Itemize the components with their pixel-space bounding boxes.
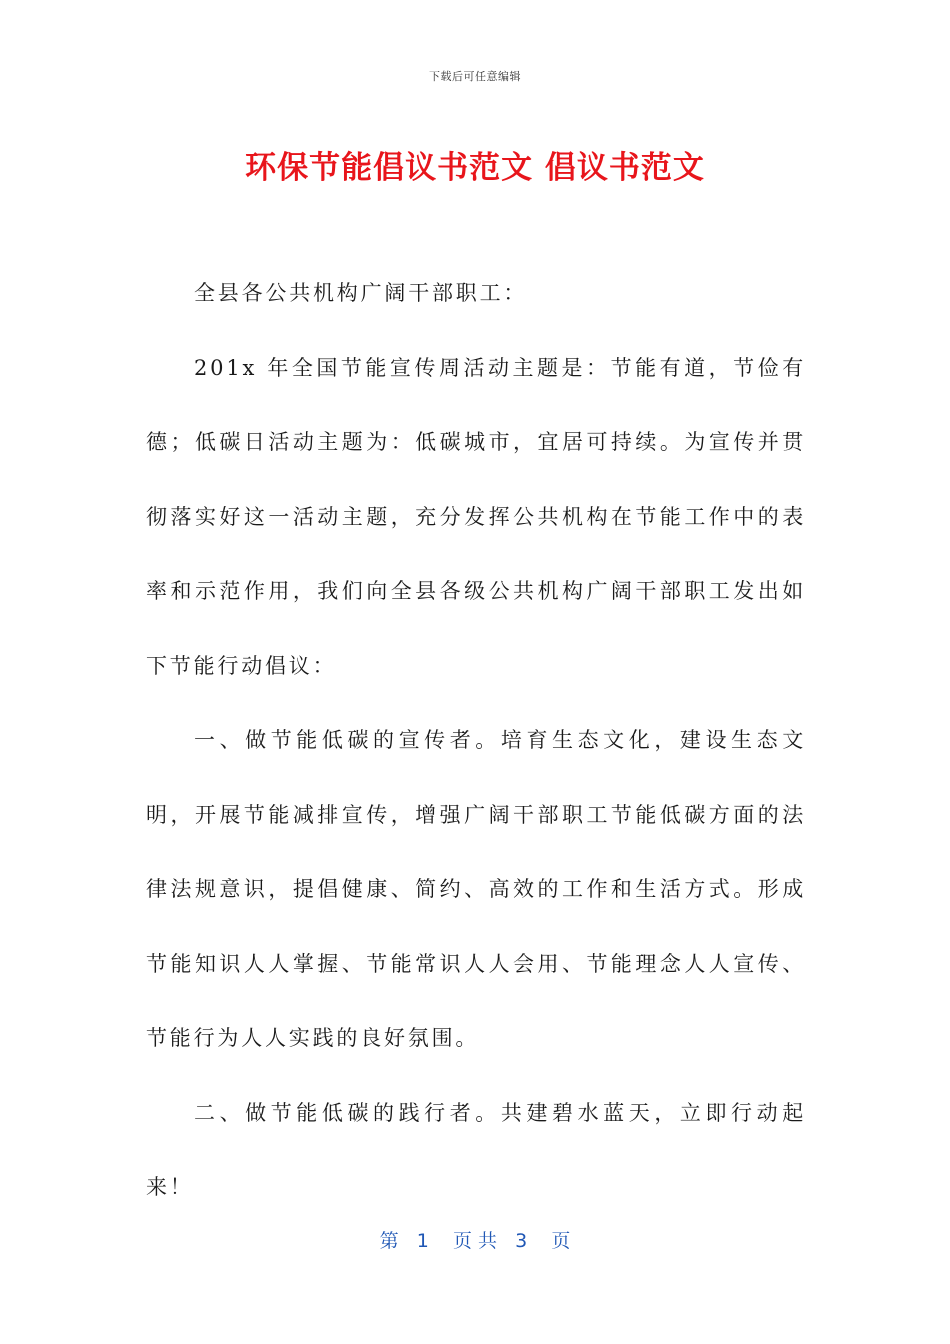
paragraph-item-1: 一、做节能低碳的宣传者。培育生态文化，建设生态文明，开展节能减排宣传，增强广阔干部职工节能低碳方面的法律法规意识，提倡健康、简约、高效的工作和生活方式。形成节能知识人人掌握、节能常识人人会用、节能理念人人宣传、节能行为人人实践的良好氛围。 bbox=[146, 728, 806, 1050]
document-title: 环保节能倡议书范文 倡议书范文 bbox=[245, 150, 705, 186]
paragraph-salutation: 全县各公共机构广阔干部职工： bbox=[194, 281, 528, 305]
paragraph-intro: 201x 年全国节能宣传周活动主题是：节能有道，节俭有德；低碳日活动主题为：低碳城市，宜居可持续。为宣传并贯彻落实好这一活动主题，充分发挥公共机构在节能工作中的表率和示范作用，我们向全县各级公共机构广阔干部职工发出如下节能行动倡议： bbox=[146, 355, 806, 678]
page-number-footer: 第 1 页 共 3 页 bbox=[379, 1230, 571, 1252]
document-body bbox=[146, 256, 806, 1225]
header-note: 下载后可任意编辑 bbox=[429, 70, 521, 83]
paragraph-item-2: 二、做节能低碳的践行者。共建碧水蓝天，立即行动起来！ bbox=[146, 1100, 806, 1199]
